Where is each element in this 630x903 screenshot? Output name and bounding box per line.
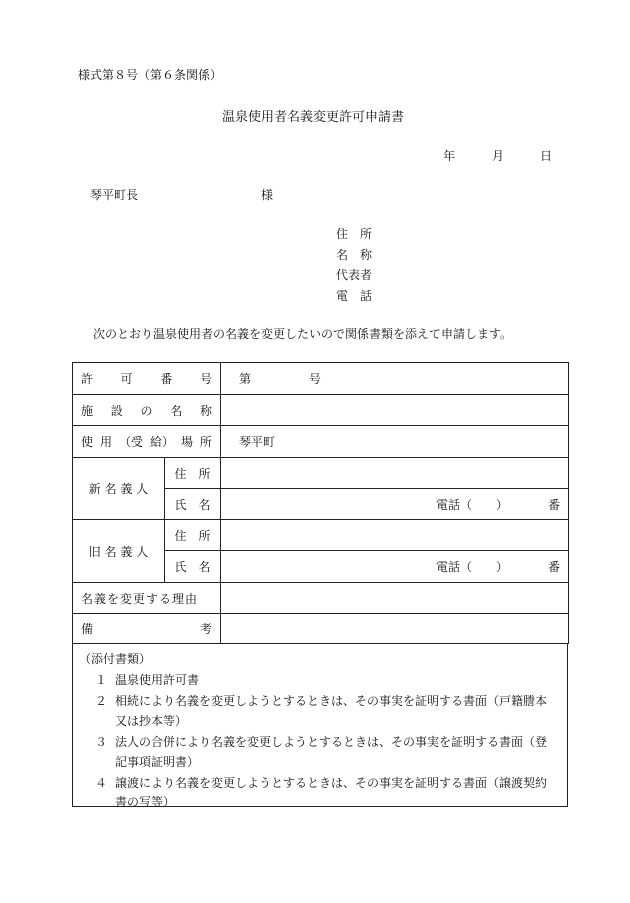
old-holder-phone-text: 電話（ ）: [436, 560, 509, 574]
attachments-heading: （添付書類）: [79, 652, 152, 666]
new-holder-phone-text: 電話（ ）: [436, 497, 509, 512]
new-holder-name-label: 氏 名: [165, 489, 221, 520]
facility-row: [73, 395, 569, 426]
addressee-name: 琴平町長: [90, 188, 139, 202]
new-holder-phone-suffix: 番: [547, 497, 560, 512]
attachment-2-number: ２: [95, 694, 108, 708]
applicant-address-label: 住 所: [336, 227, 373, 241]
reason-field[interactable]: [221, 583, 569, 614]
form-number: 様式第８号（第６条関係）: [78, 68, 223, 82]
attachment-4-number: ４: [95, 776, 108, 790]
location-value: 琴平町: [239, 435, 276, 449]
permit-number-field[interactable]: [221, 363, 569, 395]
old-holder-address-label: 住 所: [165, 520, 221, 551]
old-holder-label: 旧 名 義 人: [73, 520, 165, 583]
applicant-phone-label: 電 話: [336, 289, 373, 303]
old-holder-phone-suffix: 番: [547, 560, 560, 574]
application-table: [72, 362, 569, 644]
location-label: 使 用 （受 給） 場 所: [73, 426, 221, 458]
date-year: 年: [443, 149, 456, 163]
intro-text: 次のとおり温泉使用者の名義を変更したいので関係書類を添えて申請します。: [93, 327, 513, 341]
new-holder-address-row: [73, 458, 569, 489]
old-holder-name-label: 氏 名: [165, 551, 221, 583]
date-day: 日: [540, 149, 553, 163]
reason-label: 名義を変更する理由: [73, 583, 221, 614]
attachment-3-text: 法人の合併により名義を変更しようとするときは、その事実を証明する書面（登: [115, 735, 548, 749]
old-holder-name-field[interactable]: [221, 551, 569, 583]
attachments-box: [72, 643, 568, 807]
attachment-2-text: 相続により名義を変更しようとするときは、その事実を証明する書面（戸籍謄本: [115, 694, 548, 708]
facility-name-field[interactable]: [221, 395, 569, 426]
new-holder-address-label: 住 所: [165, 458, 221, 489]
location-field[interactable]: [221, 426, 569, 458]
applicant-representative-label: 代表者: [336, 268, 373, 282]
attachment-1-number: １: [95, 673, 108, 687]
remarks-field[interactable]: [221, 614, 569, 644]
attachment-2-text-cont: 又は抄本等）: [115, 714, 188, 728]
permit-number-prefix: 第: [239, 372, 252, 386]
reason-row: [73, 583, 569, 614]
old-holder-address-field[interactable]: [221, 520, 569, 551]
permit-number-suffix: 号: [308, 372, 321, 386]
addressee-honorific: 様: [261, 188, 274, 202]
permit-number-row: [73, 363, 569, 395]
new-holder-name-field[interactable]: [221, 489, 569, 520]
attachment-4-text-cont: 書の写等）: [115, 795, 176, 809]
facility-label: 施 設 の 名 称: [73, 395, 221, 426]
attachment-1-text: 温泉使用許可書: [115, 673, 200, 687]
attachment-4-text: 譲渡により名義を変更しようとするときは、その事実を証明する書面（譲渡契約: [115, 776, 548, 790]
permit-number-label: 許 可 番 号: [73, 363, 221, 395]
applicant-name-label: 名 称: [336, 248, 373, 262]
old-holder-address-row: [73, 520, 569, 551]
new-holder-address-field[interactable]: [221, 458, 569, 489]
remarks-row: [73, 614, 569, 644]
new-holder-label: 新 名 義 人: [73, 458, 165, 520]
date-month: 月: [492, 149, 505, 163]
attachment-3-number: ３: [95, 735, 108, 749]
document-title: 温泉使用者名義変更許可申請書: [222, 110, 405, 125]
remarks-label: 備 考: [73, 614, 221, 644]
location-row: [73, 426, 569, 458]
attachment-3-text-cont: 記事項証明書）: [115, 755, 200, 769]
